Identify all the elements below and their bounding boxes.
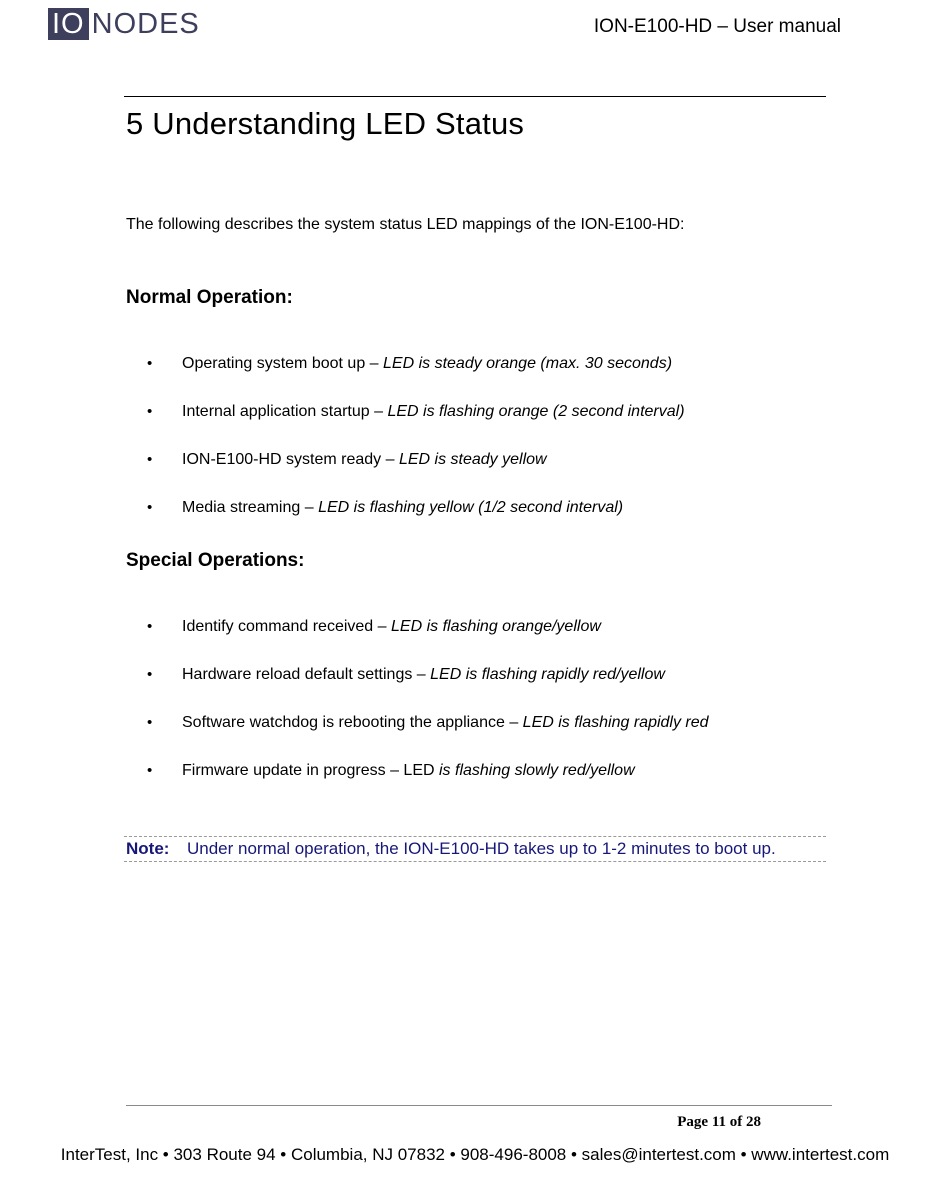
item-label: Software watchdog is rebooting the appliance – [182,714,523,731]
special-operations-heading: Special Operations: [126,550,305,571]
bullet-icon: • [147,618,153,635]
item-detail: LED is flashing orange/yellow [391,618,601,635]
item-label: Media streaming – [182,499,319,516]
note-text: Under normal operation, the ION-E100-HD takes up to 1-2 minutes to boot up. [187,839,776,858]
item-detail: LED is steady orange (max. 30 seconds) [383,355,673,372]
section-title: 5 Understanding LED Status [126,106,525,141]
page-number: Page 11 of 28 [677,1114,761,1130]
ionodes-logo [48,8,200,40]
item-label: ION-E100-HD system ready – [182,451,399,468]
item-label: Firmware update in progress – LED [182,762,439,779]
item-detail: LED is flashing yellow (1/2 second interval) [318,499,624,516]
item-label: Operating system boot up – [182,355,383,372]
item-detail: LED is steady yellow [398,451,547,468]
normal-operation-heading: Normal Operation: [126,287,293,308]
document-title: ION-E100-HD – User manual [593,16,841,37]
bullet-icon: • [147,666,153,683]
logo-io-mark: IO [48,8,89,40]
bullet-icon: • [147,714,153,731]
item-detail: LED is flashing rapidly red/yellow [430,666,665,683]
footer-divider [126,1105,832,1106]
header-divider [124,96,826,97]
boot-time-note [124,836,826,862]
item-detail: LED is flashing rapidly red [522,714,709,731]
section-intro: The following describes the system status LED mappings of the ION-E100-HD: [126,216,685,233]
bullet-icon: • [147,499,153,516]
bullet-icon: • [147,403,153,420]
company-contact-footer: InterTest, Inc • 303 Route 94 • Columbia, NJ 07832 • 908-496-8008 • sales@intertest.com • www.intertest.com [60,1145,890,1164]
logo-wordmark: NODES [91,8,200,40]
bullet-icon: • [147,762,153,779]
item-label: Identify command received – [182,618,391,635]
bullet-icon: • [147,355,153,372]
item-label: Hardware reload default settings – [182,666,431,683]
item-detail: is flashing slowly red/yellow [439,762,635,779]
bullet-icon: • [147,451,153,468]
item-detail: LED is flashing orange (2 second interval) [387,403,685,420]
item-label: Internal application startup – [182,403,388,420]
note-label: Note: [126,839,170,858]
